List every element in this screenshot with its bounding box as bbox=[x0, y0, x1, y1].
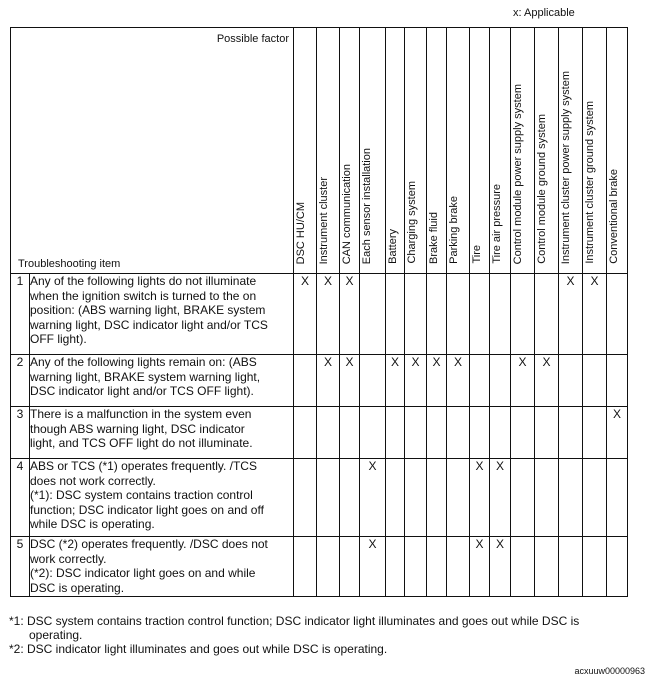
factor-header bbox=[294, 28, 317, 274]
applicable-mark: X bbox=[559, 274, 583, 355]
applicable-mark: X bbox=[490, 537, 511, 597]
applicable-mark bbox=[427, 537, 447, 597]
factor-header bbox=[447, 28, 470, 274]
factor-header-label: Parking brake bbox=[448, 196, 460, 264]
description-line: while DSC is operating. bbox=[30, 517, 155, 531]
applicable-mark bbox=[386, 537, 405, 597]
row-description bbox=[30, 537, 294, 597]
factor-header-label: Instrument cluster ground system bbox=[584, 101, 596, 264]
description-line: OFF light). bbox=[30, 332, 87, 346]
description-line: Any of the following lights remain on: (ABS bbox=[30, 355, 257, 369]
description-line: work correctly. bbox=[30, 551, 107, 566]
applicable-mark: X bbox=[447, 355, 470, 407]
applicable-mark bbox=[447, 459, 470, 537]
applicable-mark bbox=[340, 407, 360, 459]
applicable-mark bbox=[535, 459, 559, 537]
factor-header-label: Instrument cluster power supply system bbox=[560, 70, 572, 264]
image-id-label: acxuuw00000963 bbox=[574, 666, 645, 676]
applicable-mark bbox=[511, 537, 535, 597]
applicable-mark bbox=[607, 274, 628, 355]
applicable-mark: X bbox=[470, 459, 490, 537]
factor-header-label: Each sensor installation bbox=[361, 147, 373, 264]
applicable-mark bbox=[511, 407, 535, 459]
factor-header bbox=[607, 28, 628, 274]
applicable-mark bbox=[405, 407, 427, 459]
factor-header-label: Battery bbox=[387, 229, 399, 264]
footnote-2: *2: DSC indicator light illuminates and goes out while DSC is operating. bbox=[9, 642, 388, 656]
applicable-mark bbox=[386, 407, 405, 459]
applicable-mark bbox=[470, 274, 490, 355]
row-number: 4 bbox=[11, 459, 30, 537]
factor-header-label: Control module power supply system bbox=[512, 83, 524, 264]
applicable-mark bbox=[317, 459, 340, 537]
description-line: DSC (*2) operates frequently. /DSC does not bbox=[30, 537, 268, 551]
applicable-mark: X bbox=[607, 407, 628, 459]
description-line: ABS or TCS (*1) operates frequently. /TCS bbox=[30, 459, 257, 473]
applicable-mark bbox=[490, 274, 511, 355]
header-corner-cell bbox=[11, 28, 294, 274]
description-line: warning light, DSC indicator light and/or TCS bbox=[30, 317, 268, 332]
description-line: warning light, BRAKE system warning light, bbox=[30, 369, 261, 384]
applicable-mark: X bbox=[511, 355, 535, 407]
applicable-mark bbox=[490, 407, 511, 459]
factor-header bbox=[427, 28, 447, 274]
applicable-mark bbox=[340, 537, 360, 597]
applicable-mark bbox=[405, 459, 427, 537]
factor-header bbox=[535, 28, 559, 274]
applicable-mark: X bbox=[317, 274, 340, 355]
table-row bbox=[11, 459, 628, 537]
applicable-mark: X bbox=[340, 355, 360, 407]
description-line: DSC indicator light and/or TCS OFF light). bbox=[30, 384, 254, 398]
applicable-mark bbox=[535, 274, 559, 355]
applicable-mark bbox=[427, 459, 447, 537]
applicable-mark bbox=[386, 459, 405, 537]
applicable-mark bbox=[294, 459, 317, 537]
applicable-mark: X bbox=[470, 537, 490, 597]
factor-header bbox=[386, 28, 405, 274]
description-line: DSC is operating. bbox=[30, 580, 125, 595]
applicable-mark bbox=[470, 407, 490, 459]
applicable-mark: X bbox=[317, 355, 340, 407]
legend-applicable: x: Applicable bbox=[513, 7, 575, 19]
factor-header bbox=[405, 28, 427, 274]
applicable-mark bbox=[583, 407, 607, 459]
row-description bbox=[30, 274, 294, 355]
applicable-mark bbox=[607, 459, 628, 537]
factor-header-label: Brake fluid bbox=[428, 212, 440, 264]
row-number: 3 bbox=[11, 407, 30, 459]
footnote-1-line1: *1: DSC system contains traction control function; DSC indicator light illuminates and goes out while DSC is bbox=[9, 614, 580, 628]
applicable-mark bbox=[294, 407, 317, 459]
applicable-mark bbox=[470, 355, 490, 407]
applicable-mark bbox=[511, 459, 535, 537]
applicable-mark bbox=[559, 537, 583, 597]
applicable-mark bbox=[447, 537, 470, 597]
row-number: 1 bbox=[11, 274, 30, 355]
factor-header-label: CAN communication bbox=[341, 163, 353, 264]
applicable-mark bbox=[360, 355, 386, 407]
factor-header bbox=[490, 28, 511, 274]
factor-header bbox=[317, 28, 340, 274]
description-line: position: (ABS warning light, BRAKE system bbox=[30, 303, 266, 317]
factor-header-label: Charging system bbox=[406, 181, 418, 264]
header-row bbox=[11, 28, 628, 274]
factor-header-label: Instrument cluster bbox=[318, 176, 330, 264]
applicable-mark bbox=[535, 407, 559, 459]
applicable-mark: X bbox=[427, 355, 447, 407]
description-line: (*1): DSC system contains traction control bbox=[30, 488, 253, 502]
table-row bbox=[11, 274, 628, 355]
troubleshooting-matrix bbox=[10, 27, 628, 597]
description-line: Any of the following lights do not illuminate bbox=[30, 274, 257, 288]
row-description bbox=[30, 459, 294, 537]
row-number: 5 bbox=[11, 537, 30, 597]
factor-header bbox=[470, 28, 490, 274]
applicable-mark bbox=[447, 407, 470, 459]
applicable-mark: X bbox=[490, 459, 511, 537]
applicable-mark bbox=[360, 407, 386, 459]
applicable-mark bbox=[427, 274, 447, 355]
applicable-mark: X bbox=[360, 537, 386, 597]
table-row bbox=[11, 537, 628, 597]
description-line: function; DSC indicator light goes on and off bbox=[30, 502, 264, 517]
applicable-mark bbox=[360, 274, 386, 355]
description-line: light, and TCS OFF light do not illuminate. bbox=[30, 436, 253, 450]
factor-header bbox=[559, 28, 583, 274]
applicable-mark: X bbox=[360, 459, 386, 537]
applicable-mark bbox=[583, 537, 607, 597]
factor-header bbox=[360, 28, 386, 274]
applicable-mark bbox=[427, 407, 447, 459]
applicable-mark bbox=[386, 274, 405, 355]
factor-header bbox=[511, 28, 535, 274]
description-line: when the ignition switch is turned to the on bbox=[30, 288, 257, 303]
applicable-mark bbox=[317, 407, 340, 459]
applicable-mark: X bbox=[340, 274, 360, 355]
factor-header bbox=[340, 28, 360, 274]
factor-header-label: Tire air pressure bbox=[491, 184, 503, 264]
row-description bbox=[30, 355, 294, 407]
footnote-1-line2: operating. bbox=[29, 628, 83, 642]
factor-header-label: DSC HU/CM bbox=[295, 201, 307, 264]
applicable-mark bbox=[607, 537, 628, 597]
factor-header-label: Control module ground system bbox=[536, 114, 548, 264]
applicable-mark bbox=[317, 537, 340, 597]
applicable-mark bbox=[340, 459, 360, 537]
applicable-mark bbox=[583, 355, 607, 407]
table-row bbox=[11, 407, 628, 459]
applicable-mark: X bbox=[386, 355, 405, 407]
footnote-1 bbox=[9, 614, 579, 642]
applicable-mark bbox=[559, 459, 583, 537]
description-line: (*2): DSC indicator light goes on and while bbox=[30, 566, 256, 580]
troubleshooting-item-label: Troubleshooting item bbox=[18, 258, 121, 270]
applicable-mark bbox=[559, 355, 583, 407]
description-line: though ABS warning light, DSC indicator bbox=[30, 421, 245, 436]
applicable-mark bbox=[583, 459, 607, 537]
description-line: does not work correctly. bbox=[30, 473, 156, 488]
applicable-mark bbox=[447, 274, 470, 355]
possible-factor-label: Possible factor bbox=[216, 33, 289, 45]
applicable-mark bbox=[559, 407, 583, 459]
applicable-mark bbox=[607, 355, 628, 407]
applicable-mark bbox=[535, 537, 559, 597]
applicable-mark: X bbox=[535, 355, 559, 407]
factor-header-label: Conventional brake bbox=[608, 169, 620, 264]
applicable-mark bbox=[511, 274, 535, 355]
applicable-mark bbox=[405, 274, 427, 355]
table-row bbox=[11, 355, 628, 407]
applicable-mark bbox=[294, 537, 317, 597]
applicable-mark bbox=[294, 355, 317, 407]
applicable-mark bbox=[405, 537, 427, 597]
description-line: There is a malfunction in the system even bbox=[30, 407, 252, 421]
applicable-mark: X bbox=[405, 355, 427, 407]
applicable-mark: X bbox=[583, 274, 607, 355]
row-description bbox=[30, 407, 294, 459]
factor-header-label: Tire bbox=[471, 245, 483, 264]
factor-header bbox=[583, 28, 607, 274]
applicable-mark bbox=[490, 355, 511, 407]
row-number: 2 bbox=[11, 355, 30, 407]
applicable-mark: X bbox=[294, 274, 317, 355]
